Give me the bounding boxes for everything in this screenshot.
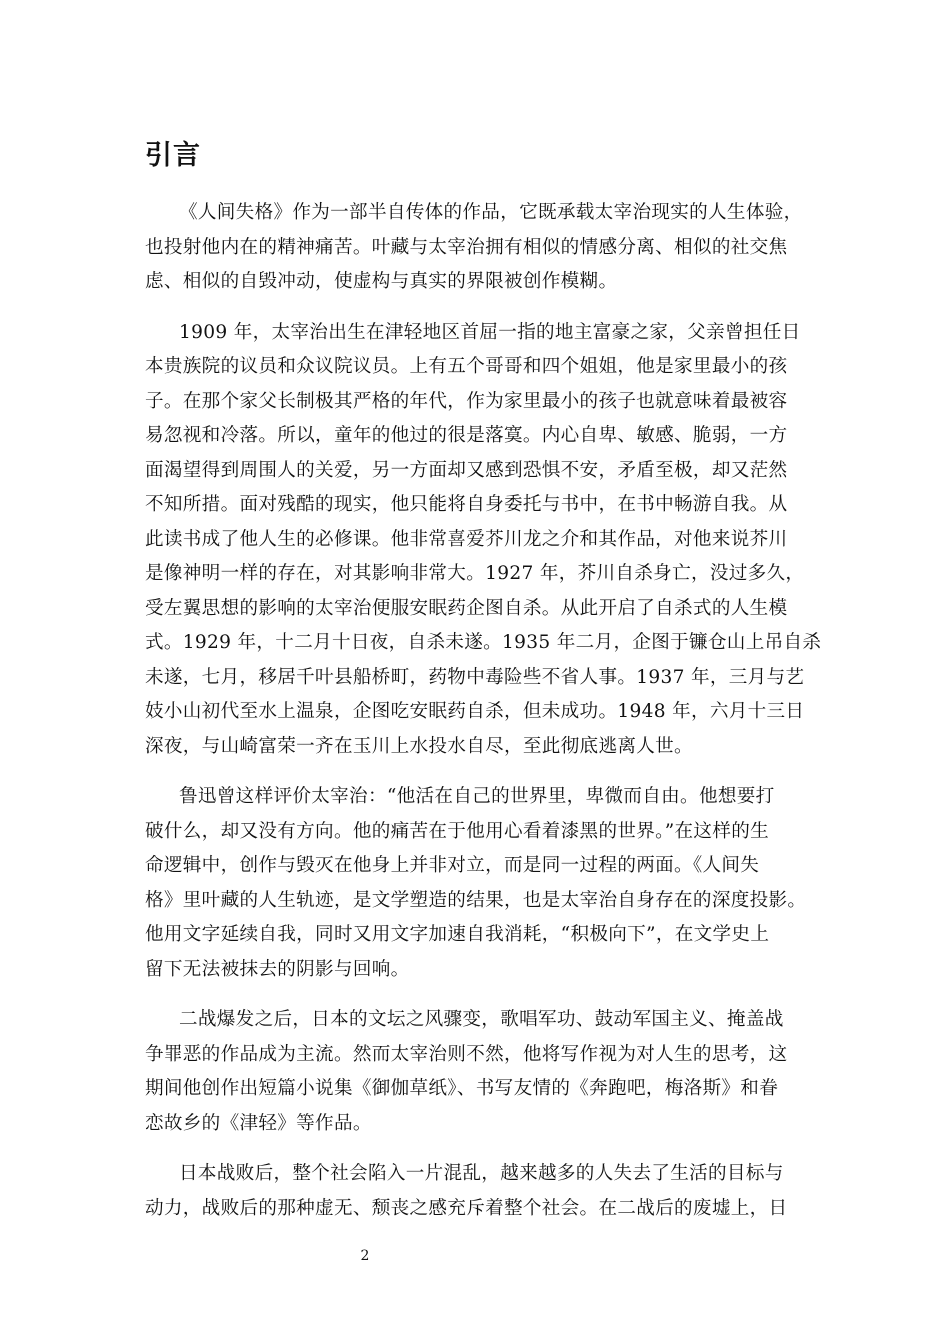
text-line: 未遂，七月，移居千叶县船桥町，药物中毒险些不省人事。1937 年，三月与艺 bbox=[145, 666, 805, 688]
text-line: 受左翼思想的影响的太宰治便服安眠药企图自杀。从此开启了自杀式的人生模 bbox=[145, 597, 788, 619]
text-line: 留下无法被抹去的阴影与回响。 bbox=[145, 958, 410, 980]
text-line: 日本战败后，整个社会陷入一片混乱，越来越多的人失去了生活的目标与 bbox=[179, 1163, 784, 1184]
text-line: 本贵族院的议员和众议院议员。上有五个哥哥和四个姐姐，他是家里最小的孩 bbox=[145, 356, 788, 377]
text-line: 动力，战败后的那种虚无、颓丧之感充斥着整个社会。在二战后的废墟上，日 bbox=[145, 1197, 788, 1219]
paragraph bbox=[145, 1003, 825, 1141]
text-line: 此读书成了他人生的必修课。他非常喜爱芥川龙之介和其作品，对他来说芥川 bbox=[145, 528, 788, 550]
text-line: 也投射他内在的精神痛苦。叶藏与太宰治拥有相似的情感分离、相似的社交焦 bbox=[145, 236, 788, 258]
paragraph bbox=[145, 196, 825, 300]
text-line: 虑、相似的自毁冲动，使虚构与真实的界限被创作模糊。 bbox=[145, 271, 618, 292]
text-line: 易忽视和冷落。所以，童年的他过的很是落寞。内心自卑、敏感、脆弱，一方 bbox=[145, 425, 788, 446]
text-line: 争罪恶的作品成为主流。然而太宰治则不然，他将写作视为对人生的思考，这 bbox=[145, 1043, 788, 1065]
text-line: 是像神明一样的存在，对其影响非常大。1927 年，芥川自杀身亡，没过多久， bbox=[145, 563, 805, 584]
text-line: 深夜，与山崎富荣一齐在玉川上水投水自尽，至此彻底逃离人世。 bbox=[145, 735, 693, 757]
text-line: 恋故乡的《津轻》等作品。 bbox=[145, 1112, 372, 1134]
body-text bbox=[145, 196, 825, 1242]
text-line: 格》里叶藏的人生轨迹，是文学塑造的结果，也是太宰治自身存在的深度投影。 bbox=[145, 889, 807, 911]
text-line: 式。1929 年，十二月十日夜，自杀未遂。1935 年二月，企图于镰仓山上吊自杀 bbox=[145, 632, 822, 653]
section-heading: 引言 bbox=[145, 140, 201, 171]
text-line: 《人间失格》作为一部半自传体的作品，它既承载太宰治现实的人生体验， bbox=[179, 202, 803, 223]
paragraph bbox=[145, 316, 825, 765]
text-line: 二战爆发之后，日本的文坛之风骤变，歌唱军功、鼓动军国主义、掩盖战 bbox=[179, 1009, 784, 1030]
text-line: 命逻辑中，创作与毁灭在他身上并非对立，而是同一过程的两面。《人间失 bbox=[145, 855, 760, 876]
text-line: 鲁迅曾这样评价太宰治：“他活在自己的世界里，卑微而自由。他想要打 bbox=[179, 786, 775, 807]
paragraph bbox=[145, 1157, 825, 1226]
text-line: 1909 年，太宰治出生在津轻地区首屈一指的地主富豪之家，父亲曾担任日 bbox=[179, 321, 801, 343]
text-line: 破什么，却又没有方向。他的痛苦在于他用心看着漆黑的世界。”在这样的生 bbox=[145, 820, 770, 842]
text-line: 他用文字延续自我，同时又用文字加速自我消耗，“积极向下”，在文学史上 bbox=[145, 924, 770, 945]
text-line: 妓小山初代至水上温泉，企图吃安眠药自杀，但未成功。1948 年，六月十三日 bbox=[145, 701, 805, 722]
paragraph bbox=[145, 780, 825, 987]
text-line: 子。在那个家父长制极其严格的年代，作为家里最小的孩子也就意味着最被容 bbox=[145, 390, 788, 412]
text-line: 面渴望得到周围人的关爱，另一方面却又感到恐惧不安，矛盾至极，却又茫然 bbox=[145, 459, 788, 481]
page-number: 2 bbox=[360, 1248, 370, 1264]
text-line: 不知所措。面对残酷的现实，他只能将自身委托与书中，在书中畅游自我。从 bbox=[145, 494, 788, 515]
text-line: 期间他创作出短篇小说集《御伽草纸》、书写友情的《奔跑吧，梅洛斯》和眷 bbox=[145, 1078, 779, 1099]
